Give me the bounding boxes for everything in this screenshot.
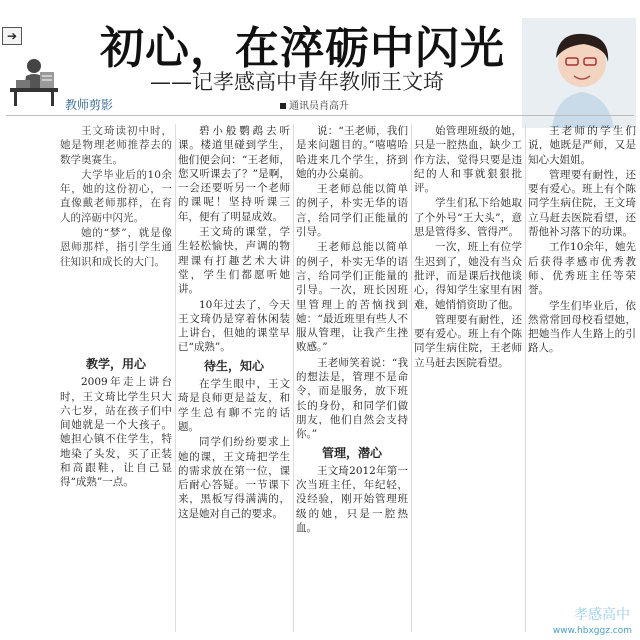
body-paragraph: 10年过去了，今天王文琦仍是穿着休闲装上讲台，但她的课堂早已“成熟”。 <box>178 298 290 354</box>
intro-paragraph: 她的“梦”，就是像恩师那样，指引学生通往知识和成长的大门。 <box>60 227 172 268</box>
body-paragraph: 王老师笑着说：“我的想法是，管理不是命令，而是服务，放下班长的身份，和同学们做朋友，他们自然会支持你。” <box>296 356 408 441</box>
body-paragraph: 工作10余年，她先后获得孝感市优秀教师、优秀班主任等荣誉。 <box>528 241 636 297</box>
header-divider <box>6 115 634 116</box>
body-paragraph: 王老师总能以简单的例子，朴实无华的语言，给同学们正能量的引导。 <box>296 183 408 239</box>
next-page-arrow-icon[interactable]: ➔ <box>2 27 22 45</box>
body-column-4 <box>296 124 408 536</box>
column-divider <box>175 124 176 632</box>
body-paragraph: 王老师的学生们说，她既是严师，又是知心大姐姐。 <box>528 125 636 166</box>
body-paragraph: 王文琦的课堂，学生轻松愉快，声调的物理课有打趣艺术大讲堂，学生们都愿听她讲。 <box>178 226 290 296</box>
section-heading: 教学，用心 <box>85 357 146 371</box>
body-paragraph: 管理要有耐性，还要有爱心。班上有个陈同学生病住院，王文琦立马赶去医院看望，还帮他补习落下的功课。 <box>528 168 636 239</box>
body-paragraph: 说：“王老师，我们是来问题目的。”嘻嘻哈哈进来几个学生，挤到她的办公桌前。 <box>296 125 408 180</box>
intro-paragraph: 大学毕业后的10余年，她的这份初心，一直像戴老师那样，在育人的淬砺中闪光。 <box>60 168 172 224</box>
body-paragraph: 同学们纷纷要求上她的课，王文琦把学生的需求放在第一位，课后耐心答疑。一节课下来，黑板写得满满的，这是她对自己的要求。 <box>178 436 290 520</box>
section-heading: 管理，潜心 <box>321 445 382 460</box>
intro-paragraph: 王文琦读初中时，她是物理老师推荐去的数学奥赛生。 <box>60 125 172 166</box>
school-logo-watermark: 孝感高中 <box>574 607 630 623</box>
body-paragraph: 王文琦2012年第一次当班主任，年纪轻，没经验，刚开始管理班级的她，只是一腔热血。 <box>296 464 408 535</box>
body-column-3 <box>178 124 290 522</box>
column-divider <box>525 124 526 632</box>
column-divider <box>293 124 294 632</box>
body-paragraph: 管理要有耐性，还要有爱心。班上有个陈同学生病住院，王老师立马赶去医院看望。 <box>414 313 522 369</box>
body-paragraph: 2009年走上讲台时，王文琦比学生只大六七岁，站在孩子们中间她就是一个大孩子。她担心镇不住学生，特地染了头发，买了正装和高跟鞋，让自己显得“成熟”一点。 <box>60 376 172 489</box>
body-paragraph: 始管理班级的她，只是一腔热血，缺少工作方法，觉得只要是违纪的人和事就狠狠批评。 <box>414 125 522 195</box>
body-paragraph: 王老师总能以简单的例子，朴实无华的语言，给同学们正能量的引导。一次，班长因班里管理上的苦恼找到她：“最近班里有些人不服从管理，让我产生挫败感。” <box>296 241 408 354</box>
body-column-5 <box>414 124 522 371</box>
article-subtitle: ——记孝感高中青年教师王文琦 <box>150 70 444 94</box>
body-column-6 <box>528 124 636 357</box>
body-paragraph: 一次，班上有位学生迟到了，她没有当众批评，而是课后找他谈心，得知学生家里有困难，她悄悄资助了他。 <box>414 241 522 311</box>
body-paragraph: 学生们毕业后，依然常常回母校看望她，把她当作人生路上的引路人。 <box>528 299 636 355</box>
reading-teacher-illustration <box>6 52 62 108</box>
teacher-portrait-photo <box>522 18 636 128</box>
body-paragraph: 在学生眼中，王文琦是良师更是益友，和学生总有聊不完的话题。 <box>178 378 290 433</box>
article-title: 初心，在淬砺中闪光 <box>100 23 505 74</box>
body-paragraph: 学生们私下给她取了个外号“王大头”，意思是管得多、管得严。 <box>414 197 522 239</box>
column-label: 教师剪影 <box>65 98 114 112</box>
byline: 通讯员肖高升 <box>280 97 349 112</box>
section-teaching <box>60 353 172 491</box>
section-heading: 待生，知心 <box>203 358 264 373</box>
body-paragraph: 碧小般鹦鹉去听课。楼道里碰到学生，他们便会问：“王老师，您又听课去了？”是啊，一会还要听另一个老师的课呢！坚持听课三年，便有了明显成效。 <box>178 125 290 223</box>
column-divider <box>411 124 412 632</box>
site-url-watermark: www.hbxggz.com <box>552 626 632 636</box>
intro-column <box>60 124 172 270</box>
